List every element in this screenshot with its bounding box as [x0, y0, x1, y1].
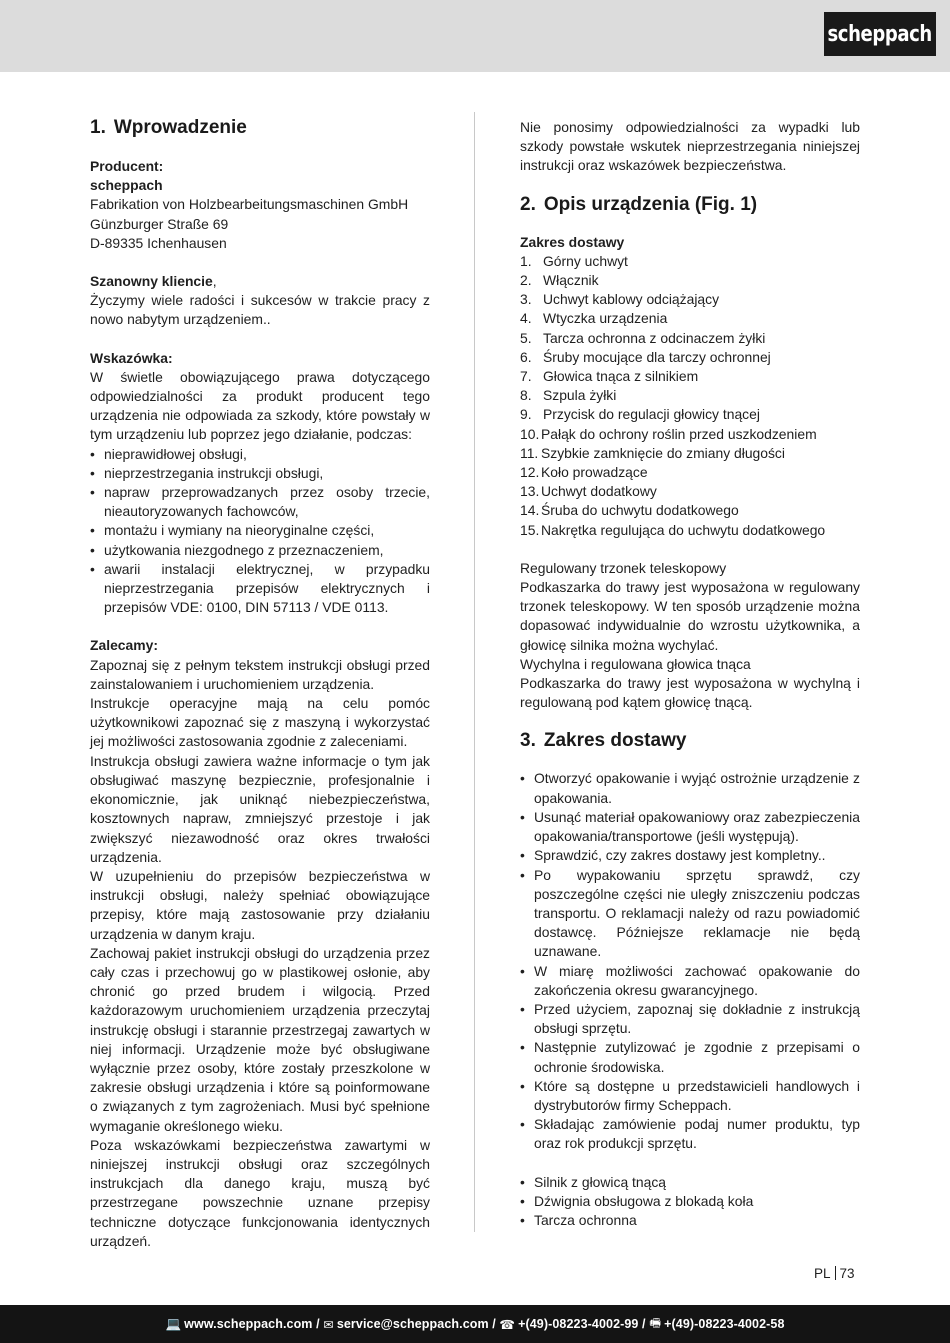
list-item: • Dźwignia obsługowa z blokadą koła — [520, 1192, 860, 1211]
item-text: Śruby mocujące dla tarczy ochronnej — [543, 348, 771, 365]
parts-block — [520, 233, 860, 540]
item-text: Górny uchwyt — [543, 252, 628, 269]
list-item — [520, 482, 860, 501]
recommend-paragraph: Instrukcja obsługi zawiera ważne informacje o tym jak obsługiwać maszynę bezpiecznie, profesjonalnie i ekonomicznie, jak uniknąć niebezpieczeństwa, kosztownych napraw, zmniejszyć przestoje i jak zwiększyć niezawodność oraz okres trwałości urządzenia. — [90, 752, 430, 865]
list-item — [520, 405, 860, 424]
item-text: Przycisk do regulacji głowicy tnącej — [543, 406, 760, 423]
list-item: • Usunąć materiał opakowaniowy oraz zabezpieczenia opakowania/transportowe (jeśli występują). — [520, 808, 860, 846]
column-divider — [474, 112, 475, 1232]
item-number: 9. — [520, 406, 532, 423]
page-number-separator — [835, 1266, 836, 1280]
list-item: • napraw przeprowadzanych przez osoby trzecie, nieautoryzowanych fachowców, — [90, 483, 430, 521]
recommend-paragraph: Zapoznaj się z pełnym tekstem instrukcji obsługi przed zainstalowaniem i uruchomieniem urządzenia. — [90, 656, 430, 692]
list-item — [520, 271, 860, 290]
footer-email: service@scheppach.com — [336, 1317, 489, 1331]
unpacking-steps-list — [520, 769, 860, 1153]
footer-bar — [0, 1305, 950, 1343]
list-item: • awarii instalacji elektrycznej, w przypadku nieprzestrzegania przepisów elektrycznych i przepisów VDE: 0100, DIN 57113 / VDE 0113. — [90, 560, 430, 618]
item-text: Głowica tnąca z silnikiem — [543, 368, 699, 385]
item-text: Uchwyt dodatkowy — [541, 483, 657, 500]
item-number: 4. — [520, 310, 532, 327]
footer-separator: / — [312, 1317, 324, 1331]
parts-list — [520, 252, 860, 540]
item-text: Wtyczka urządzenia — [543, 310, 668, 327]
list-item — [520, 348, 860, 367]
telescopic-block — [520, 559, 860, 713]
recommend-block — [90, 636, 430, 1251]
item-number: 5. — [520, 329, 532, 346]
delivery-label: Zakres dostawy — [520, 233, 625, 250]
section-title: Wprowadzenie — [113, 117, 247, 138]
page-number — [814, 1266, 855, 1281]
scheppach-logo — [824, 12, 936, 56]
section-title: Opis urządzenia (Fig. 1) — [543, 193, 758, 215]
tilt-title: Wychylna i regulowana głowica tnąca — [520, 655, 751, 672]
item-number: 13. — [520, 483, 540, 500]
footer-website: www.scheppach.com — [184, 1317, 313, 1331]
greeting-block — [90, 272, 430, 330]
phone-icon: ☎ — [499, 1317, 516, 1332]
header-band — [0, 0, 950, 72]
list-item — [520, 386, 860, 405]
producer-name: scheppach — [90, 177, 163, 194]
item-number: 2. — [520, 272, 532, 289]
right-column — [520, 118, 860, 1230]
item-number: 12. — [520, 464, 540, 481]
tilt-text: Podkaszarka do trawy jest wyposażona w wychylną i regulowaną pod kątem głowicę tnącą. — [520, 675, 860, 711]
item-number: 1. — [520, 252, 532, 269]
list-item — [520, 290, 860, 309]
list-item: • Po wypakowaniu sprzętu sprawdź, czy poszczególne części nie uległy zniszczeniu podczas transportu. O reklamacji należy od razu powiadomić dostawcę. Późniejsze reklamacje nie będą uznawane. — [520, 866, 860, 962]
list-item: • Tarcza ochronna — [520, 1211, 860, 1230]
list-item: • Sprawdzić, czy zakres dostawy jest kompletny.. — [520, 846, 860, 865]
list-item: • nieprawidłowej obsługi, — [90, 445, 430, 464]
item-number: 10. — [520, 425, 540, 442]
note-label: Wskazówka: — [90, 349, 173, 366]
list-item: • nieprzestrzegania instrukcji obsługi, — [90, 464, 430, 483]
producer-address-line: Günzburger Straße 69 — [90, 215, 229, 232]
footer-phone: +(49)-08223-4002-99 — [518, 1317, 639, 1331]
section-number: 2. — [520, 193, 536, 215]
item-text: Pałąk do ochrony roślin przed uszkodzeniem — [541, 425, 817, 442]
item-text: Szybkie zamknięcie do zmiany długości — [541, 444, 785, 461]
item-text: Koło prowadzące — [541, 464, 648, 481]
list-item — [520, 309, 860, 328]
list-item — [520, 329, 860, 348]
item-number: 15. — [520, 521, 540, 538]
item-text: Tarcza ochronna z odcinaczem żyłki — [543, 329, 766, 346]
item-text: Włącznik — [543, 272, 599, 289]
computer-icon: 💻 — [165, 1316, 182, 1331]
page-number-value: 73 — [839, 1266, 855, 1281]
item-text: Śruba do uchwytu dodatkowego — [541, 502, 739, 519]
producer-block — [90, 157, 430, 253]
footer-fax: +(49)-08223-4002-58 — [664, 1317, 785, 1331]
fax-icon: 🖷 — [649, 1315, 662, 1330]
list-item — [520, 501, 860, 520]
recommend-label: Zalecamy: — [90, 637, 158, 654]
greeting-label-suffix: , — [212, 273, 217, 290]
recommend-paragraph: Poza wskazówkami bezpieczeństwa zawartymi w niniejszej instrukcji obsługi oraz szczególnych instrukcjach dla danego kraju, muszą być przestrzegane powszechnie uznane przepisy techniczne dotyczące funkcjonowania identycznych urządzeń. — [90, 1136, 430, 1249]
item-text: Nakrętka regulująca do uchwytu dodatkowego — [541, 521, 826, 538]
item-text: Szpula żyłki — [543, 387, 617, 404]
producer-label: Producent: — [90, 158, 164, 174]
left-column — [90, 118, 430, 1251]
note-text: W świetle obowiązującego prawa dotyczącego odpowiedzialności za produkt producent tego urządzenia nie odpowiada za szkody, które powstały w tym urządzeniu lub poprzez jego działanie, podczas: — [90, 368, 430, 443]
item-number: 7. — [520, 368, 532, 385]
list-item — [520, 521, 860, 540]
liability-text: Nie ponosimy odpowiedzialności za wypadki lub szkody powstałe wskutek nieprzestrzegania niniejszej instrukcji oraz wskazówek bezpieczeństwa. — [520, 119, 860, 174]
section-number: 1. — [90, 117, 106, 138]
greeting-label: Szanowny kliencie — [90, 273, 213, 290]
note-bullet-list — [90, 445, 430, 618]
item-number: 11. — [520, 444, 539, 461]
list-item — [520, 425, 860, 444]
recommend-paragraph: Instrukcje operacyjne mają na celu pomóc użytkownikowi zapoznać się z maszyną i wykorzystać jej możliwości zastosowania zgodnie z zaleceniami. — [90, 695, 430, 750]
item-text: Uchwyt kablowy odciążający — [543, 291, 720, 308]
list-item: • Które są dostępne u przedstawicieli handlowych i dystrybutorów firmy Scheppach. — [520, 1077, 860, 1115]
item-number: 6. — [520, 348, 532, 365]
list-item: • Otworzyć opakowanie i wyjąć ostrożnie urządzenie z opakowania. — [520, 769, 860, 807]
section-heading-delivery — [520, 729, 860, 753]
item-number: 8. — [520, 387, 532, 404]
list-item — [520, 463, 860, 482]
item-number: 3. — [520, 291, 532, 308]
delivery-contents-list — [520, 1173, 860, 1231]
footer-separator: / — [638, 1317, 650, 1331]
recommend-paragraph: Zachowaj pakiet instrukcji obsługi do urządzenia przez cały czas i przechowuj go w plastikowej osłonie, aby chronić go przed brudem i wilgocią. Przed każdorazowym uruchomieniem urządzenia przeczytaj instrukcję obsługi i starannie przestrzegaj zawartych w niej informacji. Urządzenie może być obsługiwane wyłącznie przez osoby, które zostały przeszkolone w zakresie obsługi urządzenia i które są poinformowane o związanych z tym zagrożeniach. Musi być spełnione wymaganie określonego wieku. — [90, 944, 430, 1134]
section-heading-device-description — [520, 193, 860, 217]
section-number: 3. — [520, 730, 536, 752]
list-item — [520, 444, 860, 463]
logo-text: scheppach — [827, 21, 933, 47]
list-item: • użytkowania niezgodnego z przeznaczeniem, — [90, 541, 430, 560]
list-item: • Silnik z głowicą tnącą — [520, 1173, 860, 1192]
page-language: PL — [814, 1266, 831, 1281]
list-item: • Składając zamówienie podaj numer produktu, typ oraz rok produkcji sprzętu. — [520, 1115, 860, 1153]
footer-separator: / — [488, 1317, 500, 1331]
producer-address-line: Fabrikation von Holzbearbeitungsmaschinen GmbH — [90, 196, 409, 213]
list-item: • Przed użyciem, zapoznaj się dokładnie z instrukcją obsługi sprzętu. — [520, 1000, 860, 1038]
list-item: • montażu i wymiany na nieoryginalne części, — [90, 521, 430, 540]
note-block — [90, 349, 430, 618]
list-item — [520, 252, 860, 271]
list-item: • Następnie zutylizować je zgodnie z przepisami o ochronie środowiska. — [520, 1038, 860, 1076]
recommend-paragraph: W uzupełnieniu do przepisów bezpieczeństwa w instrukcji obsługi, należy spełniać obowiązujące przepisy, które mają zastosowanie przy działaniu urządzenia w danym kraju. — [90, 867, 430, 942]
greeting-text: Życzymy wiele radości i sukcesów w trakcie pracy z nowo nabytym urządzeniem.. — [90, 292, 430, 328]
telescopic-text: Podkaszarka do trawy jest wyposażona w regulowany trzonek teleskopowy. W ten sposób urządzenie można dopasować indywidualnie do wzrostu użytkownika, a głowicę silnika można wychylać. — [520, 579, 860, 653]
list-item — [520, 367, 860, 386]
section-title: Zakres dostawy — [543, 730, 687, 752]
producer-address-line: D-89335 Ichenhausen — [90, 234, 227, 251]
mail-icon: ✉ — [323, 1317, 334, 1332]
telescopic-title: Regulowany trzonek teleskopowy — [520, 559, 727, 576]
section-heading-introduction — [90, 116, 430, 140]
item-number: 14. — [520, 502, 540, 519]
list-item: • W miarę możliwości zachować opakowanie do zakończenia okresu gwarancyjnego. — [520, 962, 860, 1000]
